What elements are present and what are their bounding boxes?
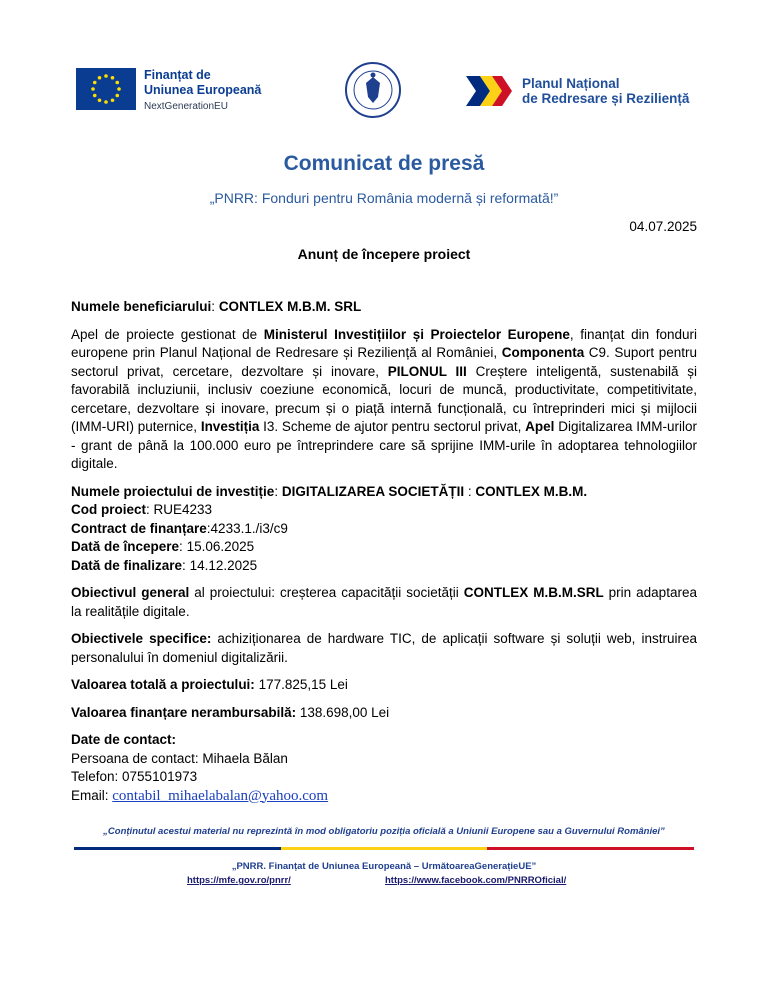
document-body [71,298,697,814]
tricolor-divider [74,847,694,850]
total-value: Valoarea totală a proiectului: 177.825,15 Lei [71,677,348,692]
contact-details [71,731,697,805]
eu-logo-line3: NextGenerationEU [144,101,228,112]
section-heading: Anunț de începere proiect [297,246,471,262]
contact-title: Date de contact: [71,732,177,747]
start-date-line: Dată de începere: 15.06.2025 [71,539,255,554]
document-date: 04.07.2025 [629,219,697,234]
contract-line: Contract de finanțare:4233.1./i3/c9 [71,520,288,536]
header-logos [0,58,768,128]
end-date-line: Dată de finalizare: 14.12.2025 [71,557,258,573]
footer-disclaimer: „Conținutul acestui material nu reprezintă în mod obligatoriu poziția oficială a Uniunii Europene sau a Guvernului României” [103,826,665,837]
contact-email-line: Email: contabil_mihaelabalan@yahoo.com [71,787,329,804]
project-code-line: Cod proiect: RUE4233 [71,502,213,517]
contact-email-link[interactable]: contabil_mihaelabalan@yahoo.com [112,787,329,804]
pnrr-logo-line2: de Redresare și Reziliență [522,91,690,106]
beneficiary-value: CONTLEX M.B.M. SRL [218,299,362,314]
pnrr-arrow-icon [466,74,516,108]
eu-logo [76,68,261,114]
eu-logo-line2: Uniunea Europeană [144,83,262,97]
contact-phone: Telefon: 0755101973 [71,769,198,784]
grant-value: Valoarea finanțare nerambursabilă: 138.698,00 Lei [71,704,390,720]
facebook-link[interactable]: https://www.facebook.com/PNRROficial/ [385,875,567,886]
beneficiary-label: Numele beneficiarului [71,299,212,314]
project-name-line: Numele proiectului de investiție: DIGITALIZAREA SOCIETĂȚII : CONTLEX M.B.M. [71,483,588,499]
project-details [71,483,697,576]
footer-slogan: „PNRR. Finanțat de Uniunea Europeană – UrmătoareaGenerațieUE” [231,861,537,872]
mfe-link[interactable]: https://mfe.gov.ro/pnrr/ [187,875,291,886]
eu-logo-line1: Finanțat de [144,68,211,82]
pnrr-logo [466,74,689,108]
page-title: Comunicat de presă [283,152,485,175]
eu-flag-icon [76,68,136,110]
contact-person: Persoana de contact: Mihaela Bălan [71,750,288,766]
general-objective: Obiectivul general al proiectului: creșterea capacității societății CONTLEX M.B.M.SRL prin adaptarea la realitățile digitale. [71,585,697,619]
government-seal-icon [344,61,402,119]
pnrr-logo-line1: Planul Național [522,76,620,91]
beneficiary-line: Numele beneficiarului: CONTLEX M.B.M. SRL [71,299,362,314]
call-description: Apel de proiecte gestionat de Ministerul Investițiilor și Proiectelor Europene, finanțat din fonduri europene prin Planul Național de Redresare și Reziliență al României, Componenta C9. Suport pentru sectorul privat, cercetare, dezvoltare și inovare, PILONUL III Creștere inteligentă, sustenabilă și favorabilă incluziunii, inclusiv coeziune economică, locuri de muncă, productivitate, competitivitate, cercetare, dezvoltare și inovare, precum și o piață internă funcțională, cu întreprinderi mici și mijlocii (IMM-URI) puternice, Investiția I3. Scheme de ajutor pentru sectorul privat, Apel Digitalizarea IMM-urilor - grant de până la 100.000 euro pe întreprindere care să sprijine IMM-urile în adoptarea tehnologiilor digitale. [71,326,697,471]
page-subtitle: „PNRR: Fonduri pentru România modernă și reformată!” [209,190,559,206]
specific-objectives: Obiectivele specifice: achiziționarea de hardware TIC, de aplicații software și soluții web, instruirea personalului în domeniul digitalizării. [71,631,697,665]
